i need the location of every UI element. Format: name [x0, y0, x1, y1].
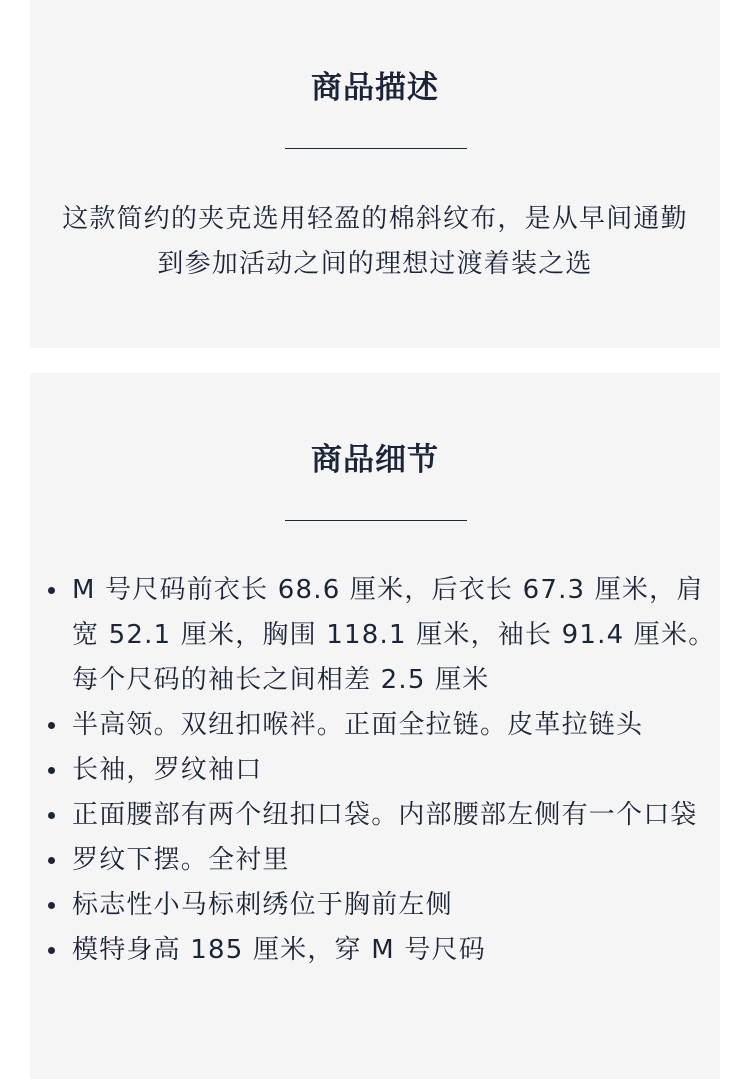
- list-item: [72, 838, 722, 883]
- bullet-icon: [48, 587, 55, 594]
- list-item: [72, 748, 722, 793]
- details-list: [30, 568, 722, 973]
- detail-text: 半高领。双纽扣喉袢。正面全拉链。皮革拉链头: [72, 710, 644, 740]
- list-item: [72, 703, 722, 748]
- list-item: [72, 793, 722, 838]
- bullet-icon: [48, 722, 55, 729]
- product-details-section: [30, 373, 720, 1079]
- bullet-icon: [48, 767, 55, 774]
- detail-text: 模特身高 185 厘米，穿 M 号尺码: [72, 935, 486, 965]
- detail-text: M 号尺码前衣长 68.6 厘米，后衣长 67.3 厘米，肩宽 52.1 厘米，胸围 118.1 厘米，袖长 91.4 厘米。每个尺码的袖长之间相差 2.5 厘米: [72, 575, 716, 695]
- list-item: [72, 568, 722, 703]
- bullet-icon: [48, 812, 55, 819]
- detail-text: 标志性小马标刺绣位于胸前左侧: [72, 890, 453, 920]
- details-title: 商品细节: [311, 442, 439, 478]
- bullet-icon: [48, 857, 55, 864]
- bullet-icon: [48, 902, 55, 909]
- details-divider: [285, 520, 467, 521]
- list-item: [72, 883, 722, 928]
- description-text: 这款简约的夹克选用轻盈的棉斜纹布，是从早间通勤到参加活动之间的理想过渡着装之选: [62, 204, 688, 279]
- detail-text: 正面腰部有两个纽扣口袋。内部腰部左侧有一个口袋: [72, 800, 698, 830]
- product-description-section: [30, 0, 720, 348]
- detail-text: 罗纹下摆。全衬里: [72, 845, 290, 875]
- description-title: 商品描述: [311, 70, 439, 106]
- bullet-icon: [48, 947, 55, 954]
- detail-text: 长袖，罗纹袖口: [72, 755, 263, 785]
- list-item: [72, 928, 722, 973]
- description-divider: [285, 148, 467, 149]
